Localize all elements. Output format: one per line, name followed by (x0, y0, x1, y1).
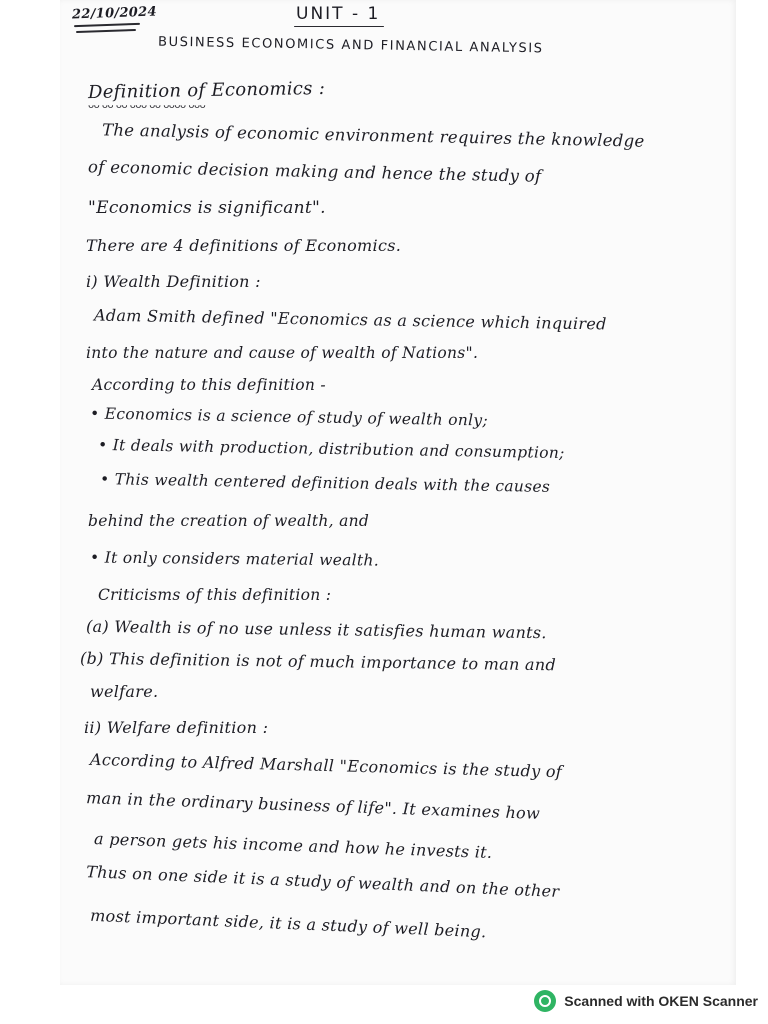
date-underline-2 (76, 29, 136, 33)
wealth-point-1: • Economics is a science of study of wealth only; (89, 404, 489, 430)
subject-title: BUSINESS ECONOMICS AND FINANCIAL ANALYSIS (157, 34, 544, 57)
definitions-count: There are 4 definitions of Economics. (86, 236, 402, 255)
section-heading: Definition of Economics : (87, 77, 326, 104)
scanner-text: Scanned with OKEN Scanner (564, 993, 758, 1009)
intro-line-1: The analysis of economic environment requires the knowledge (101, 120, 645, 151)
unit-underline (294, 26, 384, 27)
welfare-line-1: According to Alfred Marshall "Economics is the study of (89, 749, 563, 782)
welfare-line-2: man in the ordinary business of life". It examines how (85, 788, 541, 823)
date: 22/10/2024 (71, 4, 158, 23)
unit-title: UNIT - 1 (296, 4, 381, 24)
scanner-watermark (534, 990, 758, 1012)
welfare-title: ii) Welfare definition : (84, 718, 269, 737)
heading-underline: ᴗᴗ ᴗᴗ ᴗᴗ ᴗᴗᴗ ᴗᴗ ᴗᴗᴗᴗ ᴗᴗᴗ (88, 100, 206, 111)
welfare-line-5: most important side, it is a study of well being. (89, 905, 487, 942)
date-underline (74, 23, 140, 27)
welfare-line-3: a person gets his income and how he invests it. (93, 829, 493, 862)
criticism-b: (b) This definition is not of much importance to man and (79, 648, 557, 675)
wealth-quote-1: Adam Smith defined "Economics as a science which inquired (93, 305, 607, 334)
welfare-line-4: Thus on one side it is a study of wealth and on the other (85, 862, 560, 901)
wealth-point-3-cont: behind the creation of wealth, and (88, 512, 370, 530)
notebook-page (60, 0, 736, 985)
criticisms-title: Criticisms of this definition : (98, 586, 332, 604)
wealth-point-4: • It only considers material wealth. (89, 548, 380, 570)
criticism-b-cont: welfare. (90, 682, 159, 701)
oken-logo-icon (534, 990, 556, 1012)
wealth-quote-2: into the nature and cause of wealth of Nations". (86, 344, 479, 362)
criticism-a: (a) Wealth is of no use unless it satisfies human wants. (85, 616, 547, 643)
wealth-title: i) Wealth Definition : (86, 272, 261, 291)
wealth-point-2: • It deals with production, distribution and consumption; (97, 435, 565, 463)
wealth-according: According to this definition - (92, 376, 326, 394)
intro-line-3: "Economics is significant". (88, 198, 326, 218)
wealth-point-3: • This wealth centered definition deals with the causes (99, 470, 551, 496)
intro-line-2: of economic decision making and hence the study of (87, 157, 542, 186)
